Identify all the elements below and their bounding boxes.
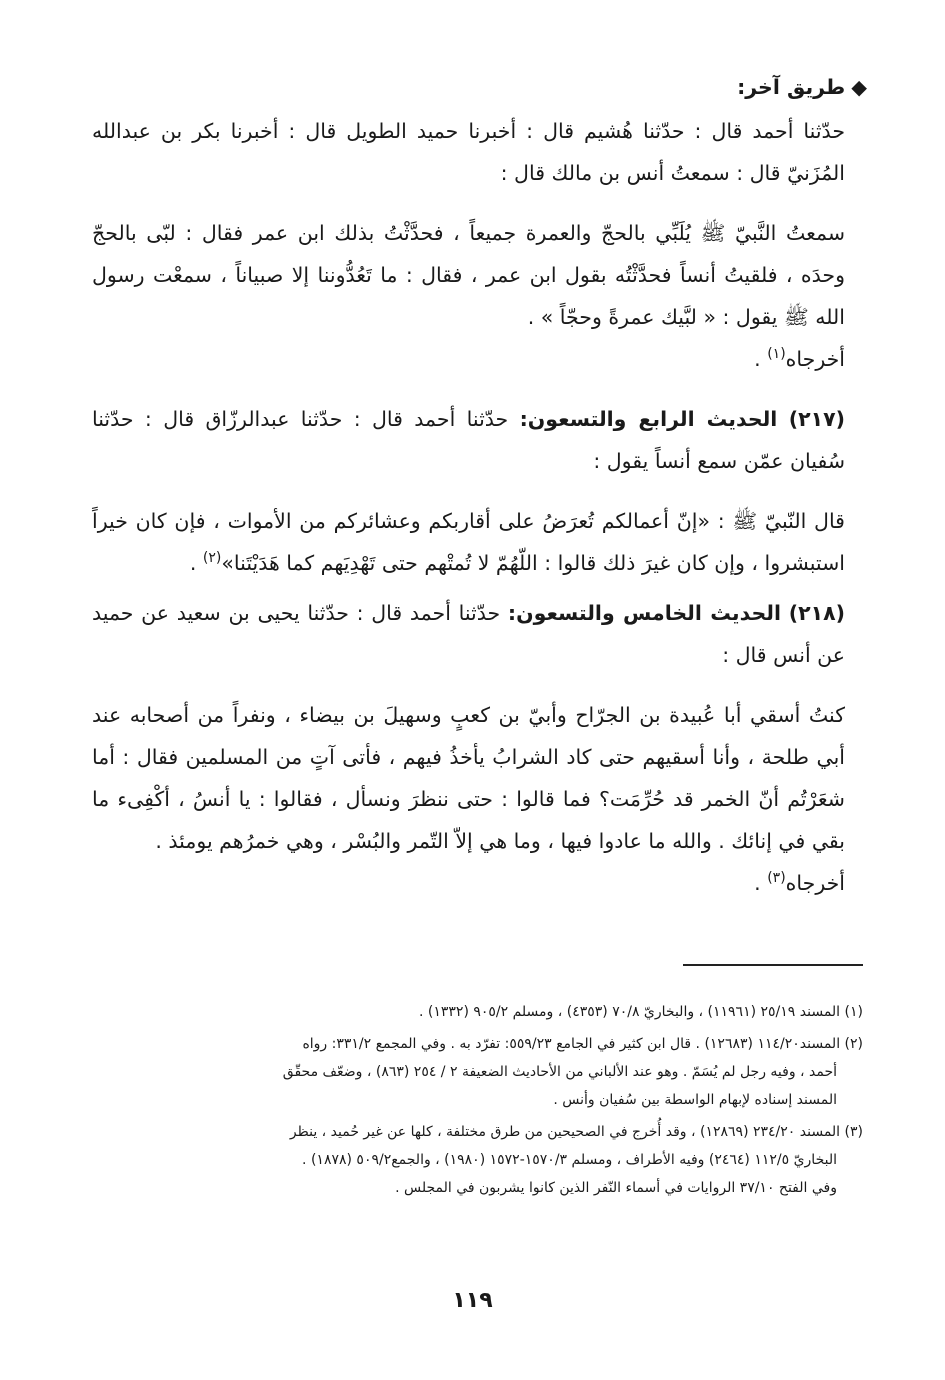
hadith-paragraph: سمعتُ النَّبيّ ﷺ يُلَبِّي بالحجّ والعمرة جميعاً ، فحدَّثْتُ بذلك ابن عمر فقال : لبّى بالحجّ وحدَه ، فلقيتُ أنساً فحدَّثْتُه بقول ابن عمر ، فقال : ما تَعُدُّوننا إلا صبياناً ، سمعْت رسول الله ﷺ يقول : « لبَّيك عمرةً وحجّاً » . bbox=[92, 221, 845, 329]
footnote-3 bbox=[100, 1118, 863, 1202]
takhrij-line: أخرجاه$^{(١)}$ . bbox=[754, 346, 845, 371]
footnote-1: (١) المسند ٢٥/١٩ (١١٩٦١) ، والبخاريّ ٧٠/٨ (٤٣٥٣) ، ومسلم ٩٠٥/٢ (١٣٣٢) . bbox=[418, 1004, 863, 1020]
section-heading bbox=[92, 66, 867, 108]
takhrij-text: أخرجاه bbox=[785, 871, 845, 895]
period: . bbox=[189, 551, 203, 575]
hadith-number: (٢١٨) bbox=[788, 601, 845, 625]
hadith-isnad: حدّثنا أحمد قال : حدّثنا عبدالرزّاق قال : حدّثنا سُفيان عمّن سمع أنساً يقول : bbox=[92, 407, 845, 473]
takhrij-line: أخرجاه$^{(٣)}$ . bbox=[754, 870, 845, 895]
footnote-ref-3[interactable]: (٣) bbox=[767, 870, 786, 887]
hadith-217-body bbox=[92, 500, 867, 584]
hadith-218-body: كنتُ أسقي أبا عُبيدة بن الجرّاح وأبيّ بن كعبٍ وسهيلَ بن بيضاء ، ونفراً من أصحابه عند أبي طلحة ، وأنا أسقيهم حتى كاد الشرابُ يأخذُ فيهم ، فأتى آتٍ من المسلمين فقال : أما شعَرْتُم أنّ الخمر قد حُرِّمَت؟ فما قالوا : حتى ننظرَ ونسأل ، فقالوا : يا أنسُ ، أكْفِىء ما بقي في إنائك . والله ما عادوا فيها ، وما هي إلاّ التّمر والبُسْر ، وهي خمرُهم يومئذ . bbox=[92, 703, 845, 853]
footnote-separator bbox=[683, 964, 863, 966]
takhrij-text: أخرجاه bbox=[785, 347, 845, 371]
hadith-218-header bbox=[92, 592, 867, 676]
hadith-title: الحديث الرابع والتسعون: bbox=[519, 407, 778, 431]
footnote-ref-2[interactable]: (٢) bbox=[202, 550, 222, 567]
footnote-3-line-1: (٣) المسند ٢٣٤/٢٠ (١٢٨٦٩) ، وقد أُخرج في الصحيحين من طرق مختلفة ، كلها عن غير حُميد ، ينظر bbox=[289, 1124, 863, 1140]
footnote-2-line-3: المسند إسناده لإبهام الواسطة بين سُفيان وأنس . bbox=[553, 1092, 837, 1108]
page-number: ١١٩ bbox=[452, 1288, 493, 1313]
section-heading-text: طريق آخر: bbox=[737, 75, 846, 99]
footnote-2-line-1: (٢) المسند١١٤/٢٠ (١٢٦٨٣) . قال ابن كثير في الجامع ٥٥٩/٢٣: تفرّد به . وفي المجمع ٣٣١/٢: رواه bbox=[302, 1036, 863, 1052]
hadith-217-header bbox=[92, 398, 867, 482]
isnad-paragraph: حدّثنا أحمد قال : حدّثنا هُشيم قال : أخبرنا حميد الطويل قال : أخبرنا بكر بن عبدالله المُزَنيّ قال : سمعتُ أنس بن مالك قال : bbox=[92, 119, 845, 185]
footnotes bbox=[100, 998, 863, 1206]
diamond-bullet-icon: ◆ bbox=[851, 75, 867, 99]
main-text bbox=[92, 66, 867, 904]
footnote-2 bbox=[100, 1030, 863, 1114]
footnote-3-line-3: وفي الفتح ٣٧/١٠ الروايات في أسماء النّفر الذين كانوا يشربون في المجلس . bbox=[395, 1180, 837, 1196]
hadith-number: (٢١٧) bbox=[788, 407, 845, 431]
hadith-isnad: حدّثنا أحمد قال : حدّثنا يحيى بن سعيد عن حميد عن أنس قال : bbox=[92, 601, 845, 667]
hadith-matn: قال النّبيّ ﷺ : «إنّ أعمالكم تُعرَضُ على أقاربكم وعشائركم من الأموات ، فإن كان خيراً استبشروا ، وإن كان غيرَ ذلك قالوا : اللّهُمّ لا تُمتْهم حتى تَهْدِيَهم كما هَدَيْتَنا» bbox=[92, 509, 845, 575]
footnote-ref-1[interactable]: (١) bbox=[767, 346, 786, 363]
footnote-2-line-2: أحمد ، وفيه رجل لم يُسَمّ . وهو عند الألباني من الأحاديث الضعيفة ٢ / ٢٥٤ (٨٦٣) ، وضعّف محقّق bbox=[282, 1064, 837, 1080]
footnote-3-line-2: البخاريّ ١١٢/٥ (٢٤٦٤) وفيه الأطراف ، ومسلم ١٥٧٠/٣-١٥٧٢ (١٩٨٠) ، والجمع٥٠٩/٢ (١٨٧٨) . bbox=[302, 1152, 837, 1168]
hadith-title: الحديث الخامس والتسعون: bbox=[507, 601, 781, 625]
